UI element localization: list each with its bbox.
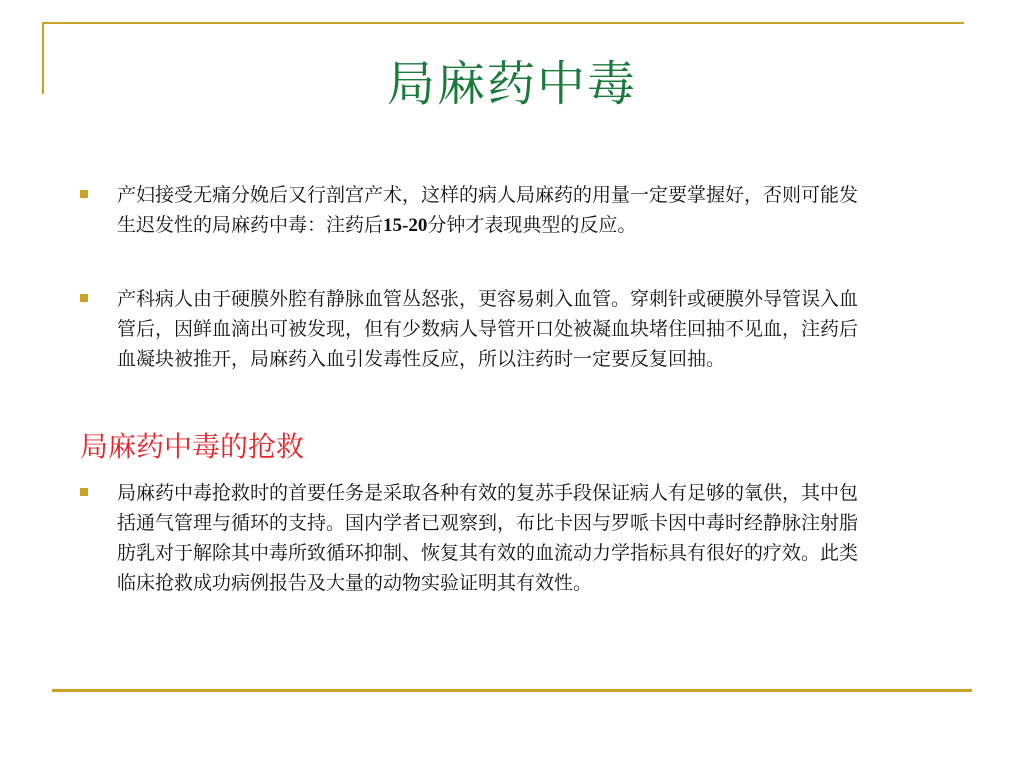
square-bullet-icon [80, 488, 88, 496]
square-bullet-icon [80, 294, 88, 302]
square-bullet-icon [80, 190, 88, 198]
bullet-text-2: 产科病人由于硬膜外腔有静脉血管丛怒张，更容易刺入血管。穿刺针或硬膜外导管误入血管后，因鲜血滴出可被发现，但有少数病人导管开口处被凝血块堵住回抽不见血，注药后血凝块被推开，局麻药入血引发毒性反应，所以注药时一定要反复回抽。 [117, 288, 859, 370]
bullet-text-1-part-1: 产妇接受无痛分娩后又行剖宫产术，这样的病人局麻药的用量一定要掌握好，否则可能发生迟发性的局麻药中毒：注药后 [117, 184, 859, 236]
bullet-text-1-part-2: 分钟才表现典型的反应。 [427, 214, 637, 236]
bullet-text-1-bold: 15-20 [383, 215, 428, 236]
bottom-border-rule [52, 689, 972, 692]
bullet-text-3: 局麻药中毒抢救时的首要任务是采取各种有效的复苏手段保证病人有足够的氧供，其中包括通气管理与循环的支持。国内学者已观察到，布比卡因与罗哌卡因中毒时经静脉注射脂肪乳对于解除其中毒所致循环抑制、恢复其有效的血流动力学指标具有很好的疗效。此类临床抢救成功病例报告及大量的动物实验证明其有效性。 [117, 482, 859, 594]
top-border-rule [42, 22, 964, 24]
bullet-item-3 [80, 478, 870, 598]
bullet-text-1 [117, 180, 870, 241]
slide-title: 局麻药中毒 [386, 56, 637, 112]
section-subheading: 局麻药中毒的抢救 [80, 430, 305, 463]
bullet-item-2 [80, 284, 870, 374]
bullet-item-1 [80, 180, 870, 241]
